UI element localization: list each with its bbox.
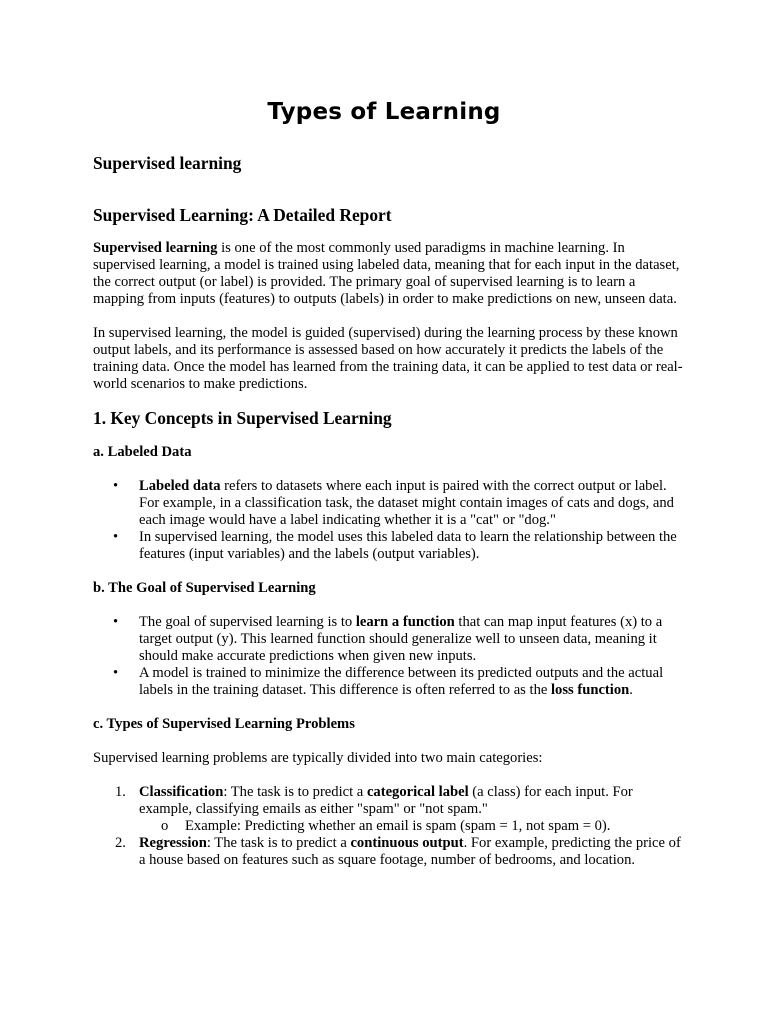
list-item-text: (a class) for each input. For example, classifying emails as either "spam" or "not spam."	[139, 784, 633, 817]
intro-bold-term: Supervised learning	[93, 240, 218, 256]
bold-term: continuous output	[350, 835, 464, 851]
bullet-marker: •	[113, 529, 119, 545]
intro-paragraph	[93, 240, 683, 308]
list-item	[93, 478, 683, 529]
labeled-data-list	[93, 478, 683, 563]
bullet-marker: •	[113, 665, 119, 681]
bold-term: loss function	[551, 682, 630, 698]
bullet-marker: •	[113, 478, 119, 494]
list-item	[93, 614, 683, 665]
bold-term: categorical label	[366, 784, 469, 800]
intro-text: is one of the most commonly used paradigms in machine learning. In supervised learning, a model is trained using labeled data, meaning that for each input in the dataset, the correct output (or label) is provided. The primary goal of supervised learning is to learn a mapping from inputs (features) to outputs (labels) in order to make predictions on new, unseen data.	[93, 240, 680, 307]
categories-intro: Supervised learning problems are typically divided into two main categories:	[93, 750, 543, 766]
list-item	[93, 784, 683, 818]
sub-list-item-text: Example: Predicting whether an email is spam (spam = 1, not spam = 0).	[185, 818, 611, 834]
list-item	[93, 529, 683, 563]
subheading-problem-types: c. Types of Supervised Learning Problems	[93, 716, 355, 732]
list-item-text: A model is trained to minimize the difference between its predicted outputs and the actual labels in the training dataset. This difference is often referred to as the	[139, 665, 664, 698]
list-item-text: : The task is to predict a	[206, 835, 351, 851]
list-item	[93, 665, 683, 699]
second-paragraph: In supervised learning, the model is guided (supervised) during the learning process by these known output labels, and its performance is assessed based on how accurately it predicts the labels of the training data. Once the model has learned from the training data, it can be applied to test data or real-world scenarios to make predictions.	[93, 325, 683, 392]
subheading-goal: b. The Goal of Supervised Learning	[93, 580, 316, 596]
list-item-text: that can map input features (x) to a target output (y). This learned function should generalize well to unseen data, meaning it should make accurate predictions when given new inputs.	[139, 614, 663, 664]
main-heading: Supervised learning	[93, 153, 242, 173]
report-heading: Supervised Learning: A Detailed Report	[93, 205, 392, 225]
document-title: Types of Learning	[267, 99, 501, 125]
section-heading-key-concepts: 1. Key Concepts in Supervised Learning	[93, 408, 392, 428]
list-item-text: .	[629, 682, 633, 698]
bold-term: Labeled data	[139, 478, 221, 494]
sub-bullet-marker: o	[161, 818, 169, 834]
problem-types-list	[93, 784, 683, 869]
goal-list	[93, 614, 683, 699]
sub-list-item	[139, 818, 683, 835]
list-number: 1.	[115, 784, 126, 800]
list-item-text: . For example, predicting the price of a house based on features such as square footage, number of bedrooms, and location.	[139, 835, 681, 868]
list-number: 2.	[115, 835, 126, 851]
list-item-text: refers to datasets where each input is paired with the correct output or label. For example, in a classification task, the dataset might contain images of cats and dogs, and each image would have a label indicating whether it is a "cat" or "dog."	[139, 478, 674, 528]
list-item	[93, 835, 683, 869]
subheading-labeled-data: a. Labeled Data	[93, 444, 192, 460]
bold-term: Classification	[139, 784, 224, 800]
list-item-text: The goal of supervised learning is to	[139, 614, 356, 630]
bullet-marker: •	[113, 614, 119, 630]
list-item-text: In supervised learning, the model uses this labeled data to learn the relationship between the features (input variables) and the labels (output variables).	[139, 529, 677, 562]
bold-term: learn a function	[355, 614, 455, 630]
document-body	[93, 155, 683, 869]
bold-term: Regression	[139, 835, 207, 851]
list-item-text: : The task is to predict a	[223, 784, 367, 800]
